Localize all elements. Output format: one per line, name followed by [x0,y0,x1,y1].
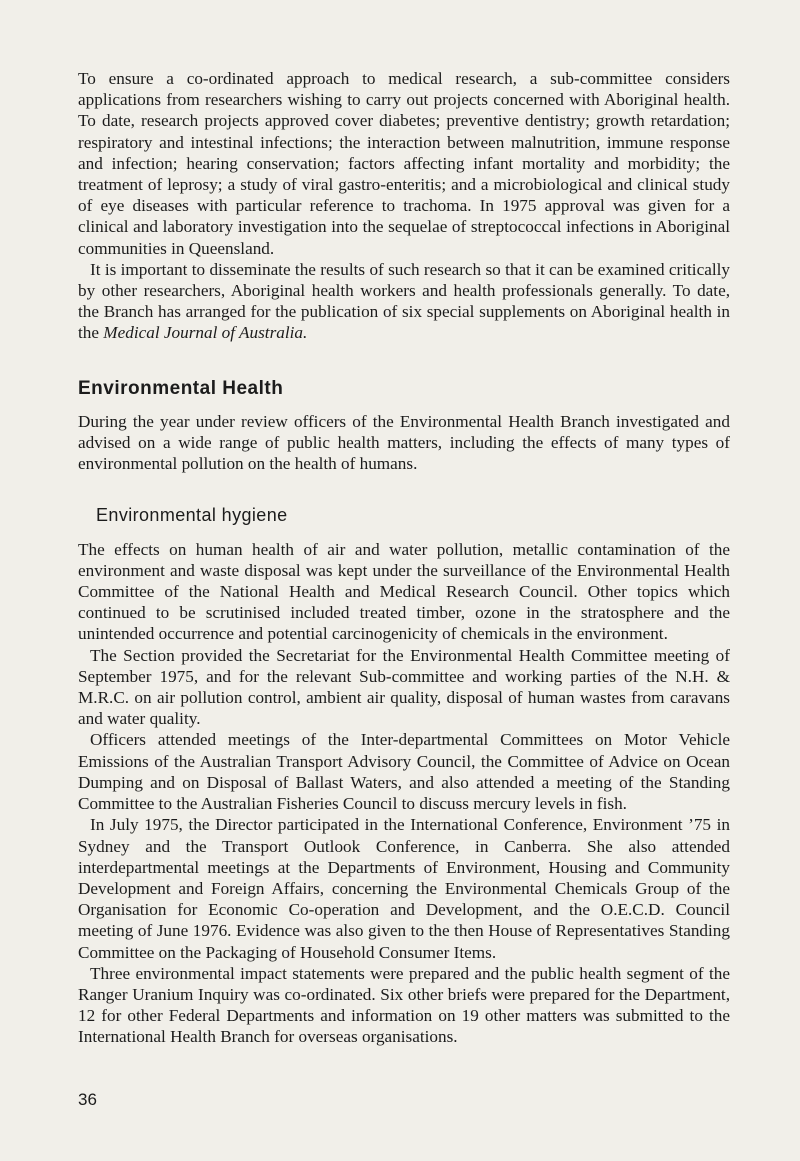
environmental-health-intro: During the year under review officers of the Environmental Health Branch investigated and advised on a wide range of public health matters, including the effects of many types of environmental pollution on the health of humans. [78,411,730,474]
subsection-heading-environmental-hygiene: Environmental hygiene [96,505,288,526]
research-paragraph-2 [78,259,730,344]
hygiene-paragraph-1: The effects on human health of air and water pollution, metallic contamination of the environment and waste disposal was kept under the surveillance of the Environmental Health Committee of the National Health and Medical Research Council. Other topics which continued to be scrutinised included treated timber, ozone in the stratosphere and the unintended occurrence and potential carcinogenicity of chemicals in the environment. [78,539,730,644]
hygiene-paragraph-4: In July 1975, the Director participated in the International Conference, Environment ’75 in Sydney and the Transport Outlook Conference, in Canberra. She also attended interdepartmental meetings at the Departments of Environment, Housing and Community Development and Foreign Affairs, concerning the Environmental Chemicals Group of the Organisation for Economic Co-operation and Development, and the O.E.C.D. Council meeting of June 1976. Evidence was also given to the then House of Representatives Standing Committee on the Packaging of Household Consumer Items. [78,815,730,962]
page-number: 36 [78,1090,97,1109]
research-paragraph-1: To ensure a co-ordinated approach to medical research, a sub-committee considers applications from researchers wishing to carry out projects concerned with Aboriginal health. To date, research projects approved cover diabetes; preventive dentistry; growth retardation; respiratory and intestinal infections; the interaction between malnutrition, immune response and infection; hearing conservation; factors affecting infant mortality and morbidity; the treatment of leprosy; a study of viral gastro-enteritis; and a microbiological and clinical study of eye diseases with particular reference to trachoma. In 1975 approval was given for a clinical and laboratory investigation into the sequelae of streptococcal infections in Aboriginal communities in Queensland. [78,69,730,258]
page-body [78,68,730,1048]
journal-title: Medical Journal of Australia. [103,323,308,343]
hygiene-paragraph-3: Officers attended meetings of the Inter-departmental Committees on Motor Vehicle Emissions of the Australian Transport Advisory Council, the Committee of Advice on Ocean Dumping and on Disposal of Ballast Waters, and also attended a meeting of the Standing Committee to the Australian Fisheries Council to discuss mercury levels in fish. [78,730,730,814]
section-heading-environmental-health: Environmental Health [78,377,284,399]
hygiene-paragraph-5: Three environmental impact statements were prepared and the public health segment of the Ranger Uranium Inquiry was co-ordinated. Six other briefs were prepared for the Department, 12 for other Federal Departments and information on 19 other matters was submitted to the International Health Branch for overseas organisations. [78,963,730,1047]
research-paragraph-2-text: It is important to disseminate the results of such research so that it can be examined critically by other researchers, Aboriginal health workers and health professionals generally. To date, the Branch has arranged for the publication of six special supplements on Aboriginal health in the [78,259,730,343]
hygiene-paragraph-2: The Section provided the Secretariat for the Environmental Health Committee meeting of September 1975, and for the relevant Sub-committee and working parties of the N.H. & M.R.C. on air pollution control, ambient air quality, disposal of human wastes from caravans and water quality. [78,645,730,729]
